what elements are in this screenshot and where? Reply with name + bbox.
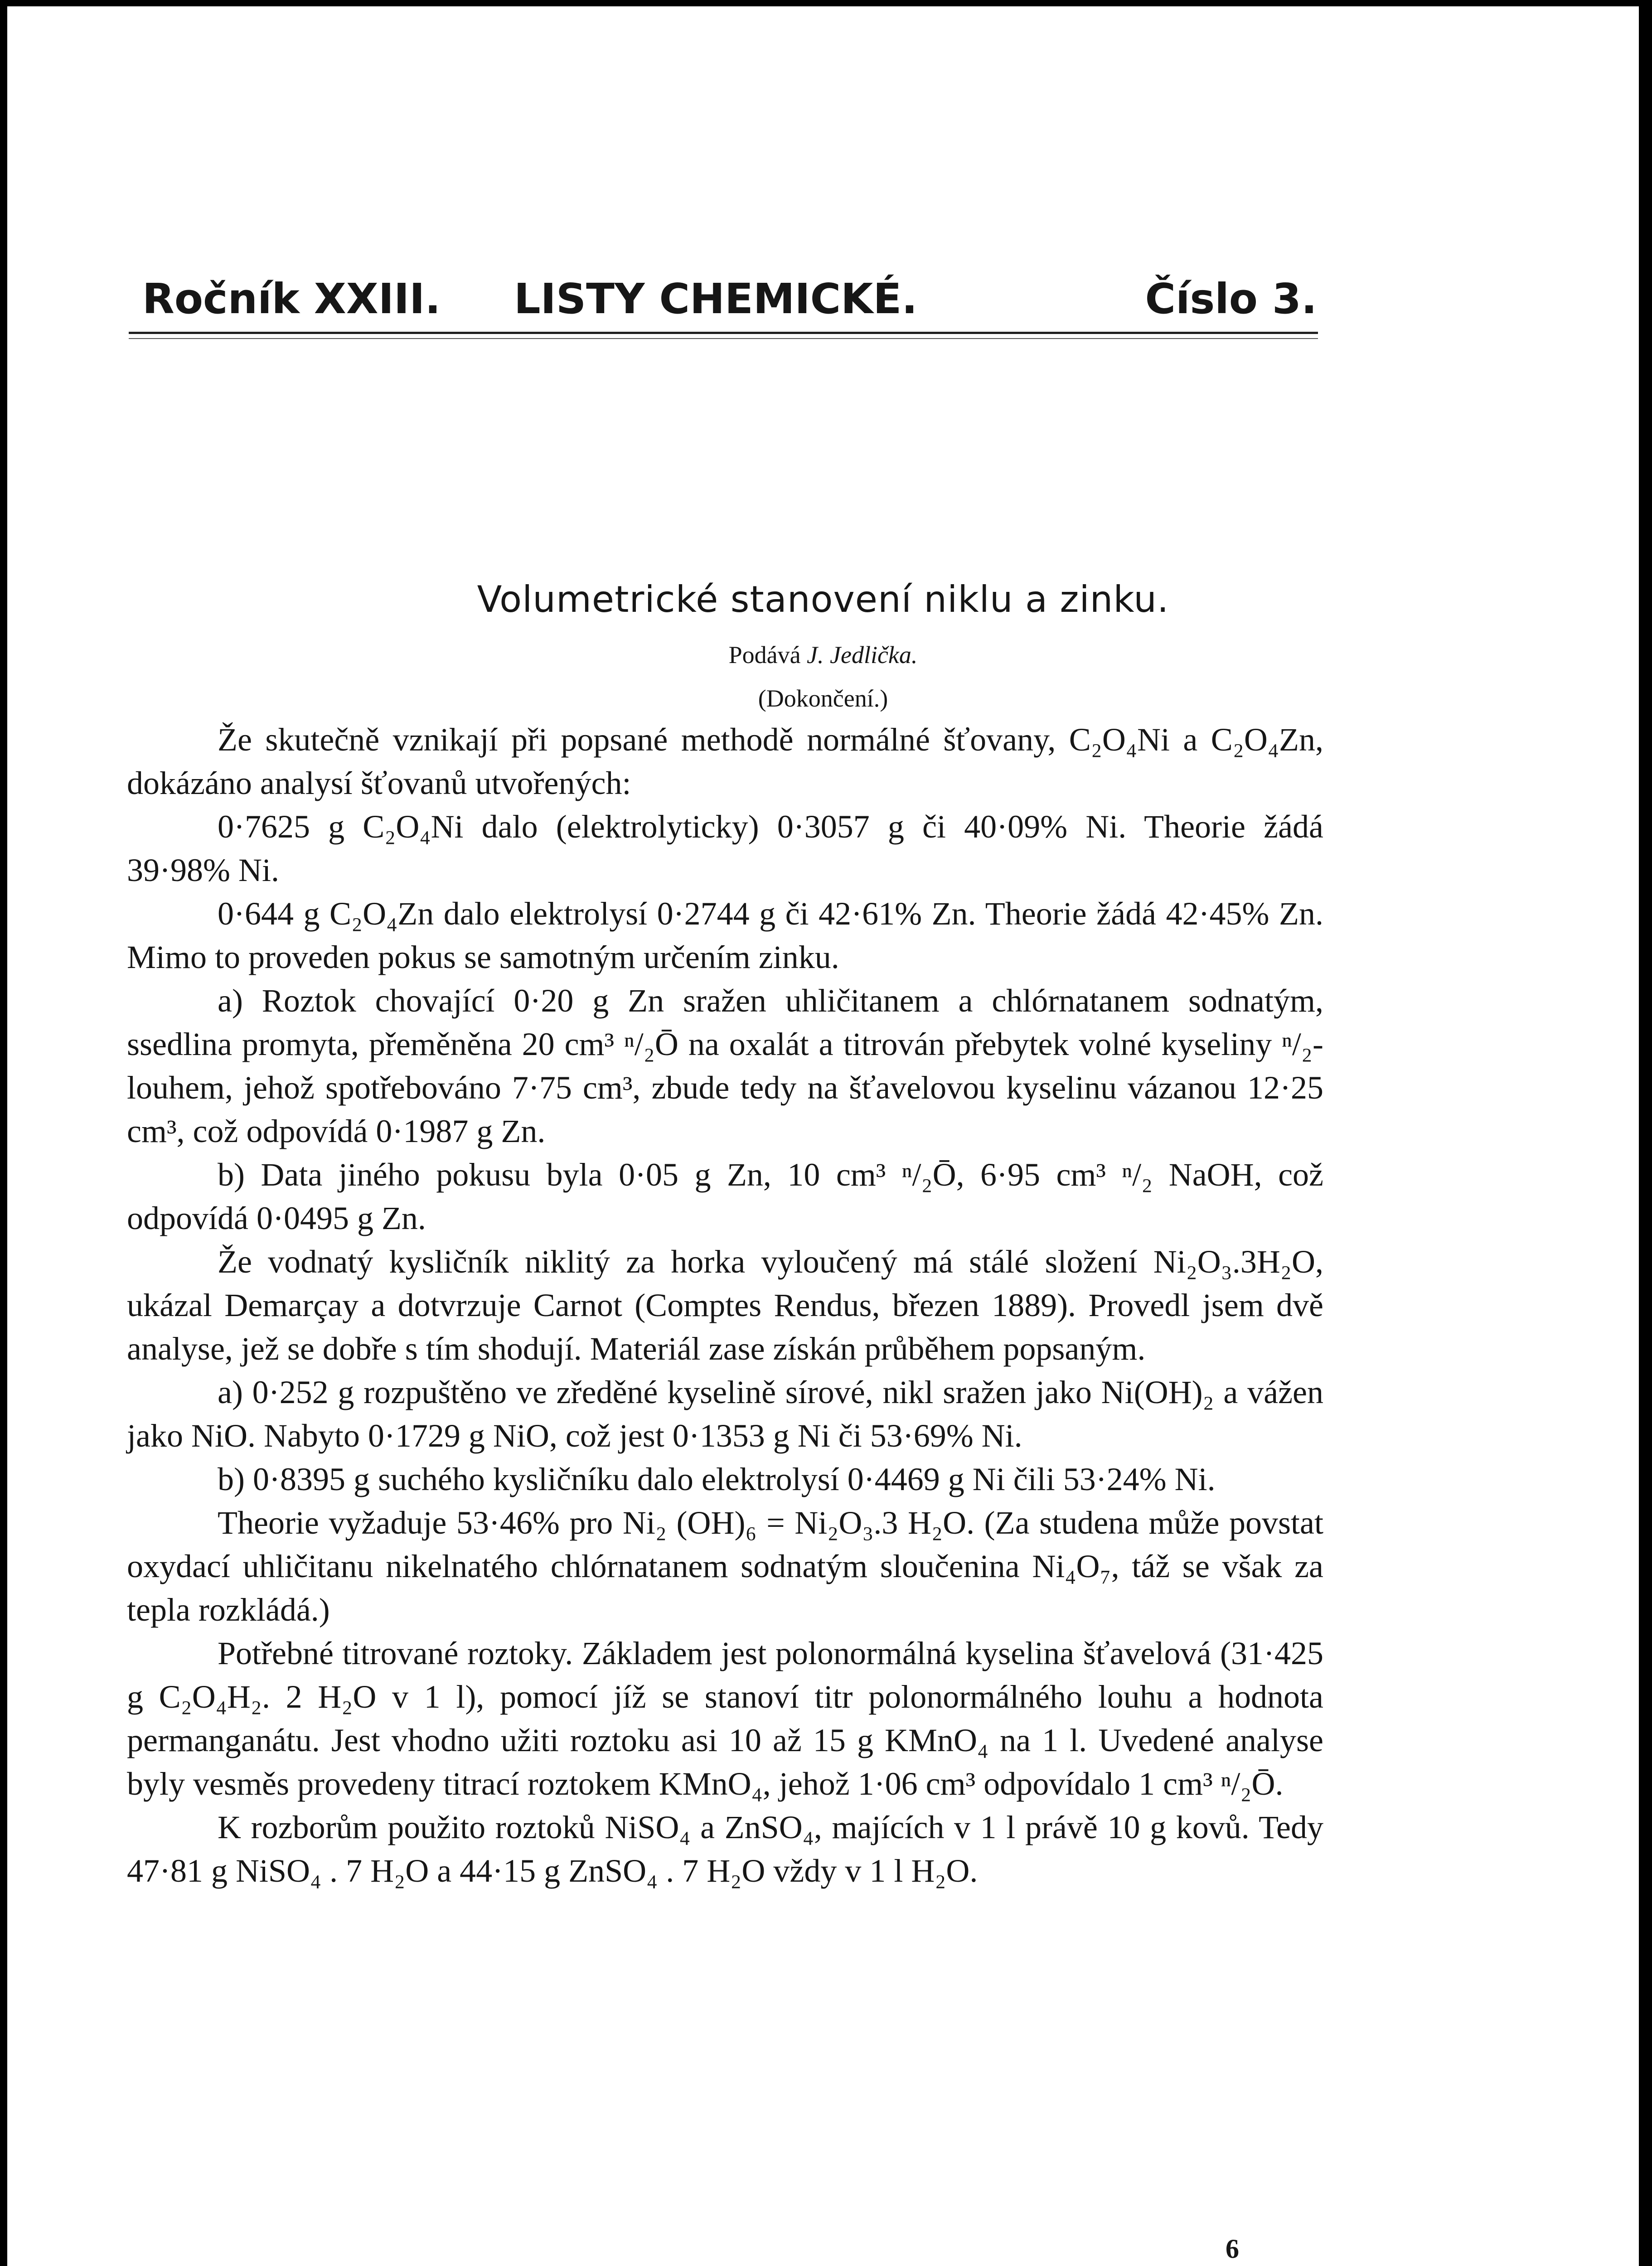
running-header — [142, 275, 1317, 334]
paragraph: b) Data jiného pokusu byla 0·05 g Zn, 10 cm³ ⁿ/₂Ō, 6·95 cm³ ⁿ/₂ NaOH, což odpovídá 0·0495 g Zn. — [127, 1157, 1323, 1236]
journal-title: LISTY CHEMICKÉ. — [514, 275, 918, 323]
byline — [7, 641, 1639, 669]
page-number: 6 — [1226, 2234, 1239, 2264]
author-name: J. Jedlička. — [807, 641, 918, 668]
paragraph: Theorie vyžaduje 53·46% pro Ni₂ (OH)₆ = Ni₂O₃.3 H₂O. (Za studena může povstat oxydací uhličitanu nikelnatého chlórnatanem sodnatým sloučenina Ni₄O₇, táž se však za tepla rozkládá.) — [127, 1505, 1323, 1628]
paragraph: 0·7625 g C₂O₄Ni dalo (elektrolyticky) 0·3057 g či 40·09% Ni. Theorie žádá 39·98% Ni. — [127, 809, 1323, 888]
header-rule-thin — [129, 338, 1318, 339]
paragraph: Potřebné titrované roztoky. Základem jest polonormálná kyselina šťavelová (31·425 g C₂O₄H₂. 2 H₂O v 1 l), pomocí jíž se stanoví titr polonormálného louhu a hodnota permanganátu. Jest vhodno užiti roztoku asi 10 až 15 g KMnO₄ na 1 l. Uvedené analyse byly vesměs provedeny titrací roztokem KMnO₄, jehož 1·06 cm³ odpovídalo 1 cm³ ⁿ/₂Ō. — [127, 1635, 1323, 1802]
issue-number: Číslo 3. — [1145, 275, 1317, 323]
byline-prefix: Podává — [728, 641, 801, 668]
article-body — [127, 718, 1323, 1893]
page — [7, 6, 1639, 2266]
continuation-note: (Dokončení.) — [758, 685, 888, 712]
paragraph: a) 0·252 g rozpuštěno ve zředěné kyselině sírové, nikl sražen jako Ni(OH)₂ a vážen jako NiO. Nabyto 0·1729 g NiO, což jest 0·1353 g Ni či 53·69% Ni. — [127, 1374, 1323, 1454]
paragraph: a) Roztok chovající 0·20 g Zn sražen uhličitanem a chlórnatanem sodnatým, ssedlina promyta, přeměněna 20 cm³ ⁿ/₂Ō na oxalát a titrován přebytek volné kyseliny ⁿ/₂-louhem, jehož spotřebováno 7·75 cm³, zbude tedy na šťavelovou kyselinu vázanou 12·25 cm³, což odpovídá 0·1987 g Zn. — [127, 983, 1323, 1149]
paragraph: Že vodnatý kysličník niklitý za horka vyloučený má stálé složení Ni₂O₃.3H₂O, ukázal Demarçay a dotvrzuje Carnot (Comptes Rendus, březen 1889). Provedl jsem dvě analyse, jež se dobře s tím shodují. Materiál zase získán průběhem popsaným. — [127, 1244, 1323, 1367]
volume-label: Ročník XXIII. — [142, 275, 441, 323]
paragraph: Že skutečně vznikají při popsané methodě normálné šťovany, C₂O₄Ni a C₂O₄Zn, dokázáno analysí šťovanů utvořených: — [127, 721, 1323, 801]
paragraph: 0·644 g C₂O₄Zn dalo elektrolysí 0·2744 g či 42·61% Zn. Theorie žádá 42·45% Zn. Mimo to proveden pokus se samotným určením zinku. — [127, 896, 1323, 975]
paragraph: K rozborům použito roztoků NiSO₄ a ZnSO₄, majících v 1 l právě 10 g kovů. Tedy 47·81 g NiSO₄ . 7 H₂O a 44·15 g ZnSO₄ . 7 H₂O vždy v 1 l H₂O. — [127, 1809, 1323, 1889]
header-rule-thick — [129, 332, 1318, 334]
paragraph: b) 0·8395 g suchého kysličníku dalo elektrolysí 0·4469 g Ni čili 53·24% Ni. — [218, 1461, 1216, 1497]
article-title: Volumetrické stanovení niklu a zinku. — [477, 578, 1169, 620]
